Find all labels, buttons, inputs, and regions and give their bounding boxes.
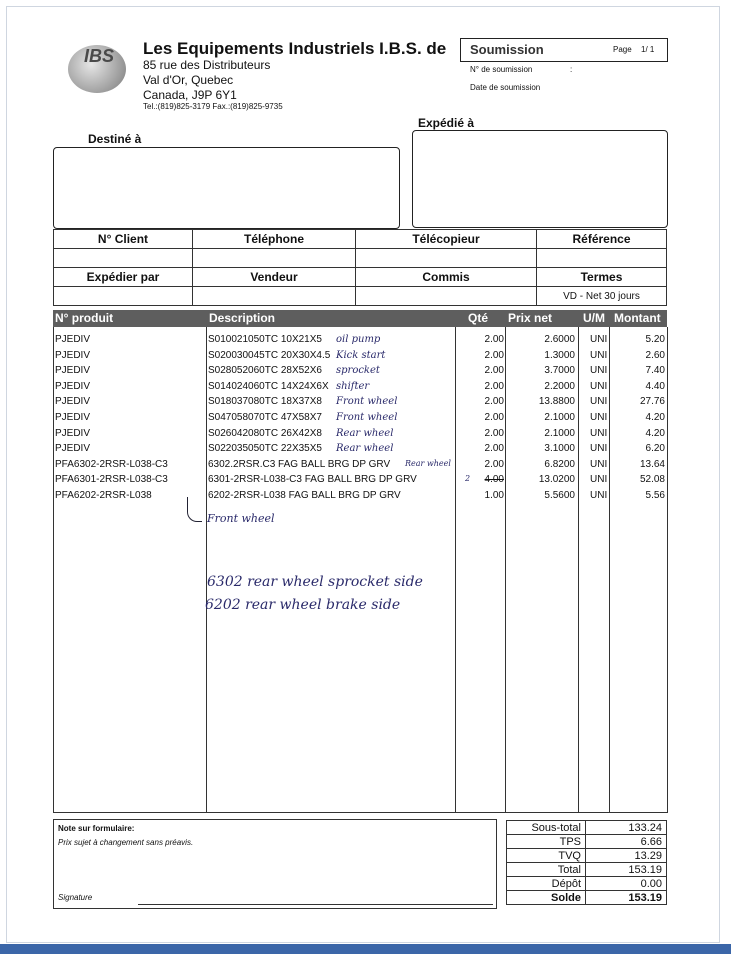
- header-ship-via: Expédier par: [54, 268, 193, 287]
- item-amount: 5.56: [645, 490, 665, 501]
- total-label: Dépôt: [507, 877, 586, 891]
- item-price: 2.2000: [544, 380, 575, 392]
- col-qty: Qté: [468, 311, 489, 325]
- item-um: UNI: [590, 365, 608, 377]
- bottom-bar: [0, 944, 731, 954]
- item-qty: 2.00: [484, 443, 504, 455]
- item-description: S010021050TC 10X21X5: [208, 334, 322, 345]
- item-amount: 5.20: [645, 334, 665, 345]
- handwritten-front-wheel: Front wheel: [207, 512, 275, 525]
- item-price: 3.7000: [544, 365, 575, 377]
- item-handwritten-note: Rear wheel: [336, 427, 394, 439]
- item-description: S047058070TC 47X58X7: [208, 412, 322, 423]
- item-handwritten-note: Rear wheel: [405, 458, 451, 468]
- page-value: 1/ 1: [641, 45, 655, 54]
- item-price: 5.5600: [544, 490, 575, 501]
- item-um: UNI: [590, 412, 608, 423]
- total-label: TPS: [507, 835, 586, 849]
- item-description: 6202-2RSR-L038 FAG BALL BRG DP GRV: [208, 490, 401, 501]
- quote-date-label: Date de soumission: [470, 83, 541, 92]
- quote-number-separator: :: [570, 65, 573, 74]
- item-price: 2.1000: [544, 427, 575, 439]
- item-product: PJEDIV: [55, 334, 91, 345]
- item-price: 13.8800: [538, 396, 575, 408]
- item-um: UNI: [590, 380, 608, 392]
- item-price: 3.1000: [544, 443, 575, 455]
- item-row: [53, 380, 667, 395]
- total-value: 153.19: [586, 891, 667, 905]
- totals-row: [507, 849, 667, 863]
- items-header: [53, 310, 667, 327]
- item-description: 6302.2RSR.C3 FAG BALL BRG DP GRV: [208, 458, 391, 470]
- company-address-2: Val d'Or, Quebec: [143, 73, 234, 87]
- company-address-1: 85 rue des Distributeurs: [143, 58, 271, 72]
- item-amount: 52.08: [639, 474, 665, 486]
- item-product: PFA6302-2RSR-L038-C3: [55, 458, 168, 470]
- total-value: 13.29: [586, 849, 667, 863]
- totals-row: [507, 863, 667, 877]
- expedie-box: [412, 130, 668, 228]
- header-reference: Référence: [537, 230, 667, 249]
- item-handwritten-note: Front wheel: [336, 396, 398, 408]
- header-salesperson: Vendeur: [193, 268, 356, 287]
- total-label: TVQ: [507, 849, 586, 863]
- item-handwritten-note: Front wheel: [336, 412, 398, 423]
- handwritten-note-2: 6202 rear wheel brake side: [205, 597, 401, 613]
- total-value: 6.66: [586, 835, 667, 849]
- item-um: UNI: [590, 458, 608, 470]
- company-contact: Tel.:(819)825-3179 Fax.:(819)825-9735: [143, 102, 283, 111]
- item-um: UNI: [590, 474, 608, 486]
- item-amount: 4.20: [645, 412, 665, 423]
- item-qty: 2.00: [484, 365, 504, 377]
- item-row: [53, 489, 667, 504]
- total-label: Total: [507, 863, 586, 877]
- page-label: Page: [613, 45, 632, 54]
- doc-title-box: [460, 38, 668, 62]
- item-row: [53, 349, 667, 364]
- item-handwritten-note: Kick start: [336, 349, 386, 361]
- item-handwritten-note: sprocket: [336, 365, 380, 377]
- totals-table: [506, 820, 667, 905]
- col-description: Description: [209, 311, 276, 325]
- col-product: N° produit: [55, 311, 114, 325]
- notes-box: [53, 819, 497, 909]
- totals-row: [507, 835, 667, 849]
- logo-text: IBS: [84, 46, 115, 66]
- item-product: PJEDIV: [55, 365, 91, 377]
- item-row: [53, 364, 667, 379]
- header-fax: Télécopieur: [356, 230, 537, 249]
- item-handwritten-note: shifter: [336, 380, 370, 392]
- item-handwritten-note: Rear wheel: [336, 443, 394, 455]
- item-row: [53, 333, 667, 348]
- item-amount: 2.60: [645, 349, 665, 361]
- item-price: 2.1000: [544, 412, 575, 423]
- item-product: PJEDIV: [55, 443, 91, 455]
- company-name: Les Equipements Industriels I.B.S. de: [143, 39, 447, 58]
- item-amount: 7.40: [645, 365, 665, 377]
- total-value: 0.00: [586, 877, 667, 891]
- item-description: S018037080TC 18X37X8: [208, 396, 322, 408]
- item-price: 1.3000: [544, 349, 575, 361]
- expedie-label: Expédié à: [418, 116, 475, 130]
- total-label: Solde: [507, 891, 586, 905]
- destine-label: Destiné à: [88, 132, 142, 146]
- item-description: S026042080TC 26X42X8: [208, 427, 322, 439]
- item-um: UNI: [590, 349, 608, 361]
- item-description: S020030045TC 20X30X4.5: [208, 349, 331, 361]
- col-price: Prix net: [508, 311, 553, 325]
- signature-label: Signature: [58, 893, 93, 902]
- item-row: [53, 442, 667, 457]
- item-product: PJEDIV: [55, 412, 91, 423]
- total-value: 153.19: [586, 863, 667, 877]
- item-product: PFA6301-2RSR-L038-C3: [55, 474, 168, 486]
- totals-row: [507, 821, 667, 835]
- totals-row: [507, 877, 667, 891]
- item-row: [53, 395, 667, 410]
- handwritten-bracket: [187, 497, 202, 522]
- item-qty: 1.00: [484, 490, 504, 501]
- doc-title: Soumission: [470, 42, 544, 57]
- item-amount: 13.64: [639, 458, 665, 470]
- item-price: 2.6000: [544, 334, 575, 345]
- item-handwritten-note: oil pump: [336, 334, 381, 345]
- item-row: [53, 458, 667, 473]
- item-description: S022035050TC 22X35X5: [208, 443, 322, 455]
- item-amount: 4.40: [645, 380, 665, 392]
- header-terms: Termes: [537, 268, 667, 287]
- notes-text: Prix sujet à changement sans préavis.: [58, 838, 194, 847]
- item-product: PJEDIV: [55, 349, 91, 361]
- item-product: PFA6202-2RSR-L038: [55, 490, 152, 501]
- item-price: 13.0200: [538, 474, 575, 486]
- item-description: S014024060TC 14X24X6X: [208, 380, 329, 392]
- totals-row: [507, 891, 667, 905]
- total-label: Sous-total: [507, 821, 586, 835]
- item-amount: 6.20: [645, 443, 665, 455]
- item-qty: 2.00: [484, 334, 504, 345]
- item-row: [53, 427, 667, 442]
- item-product: PJEDIV: [55, 396, 91, 408]
- item-um: UNI: [590, 396, 608, 408]
- item-description: S028052060TC 28X52X6: [208, 365, 322, 377]
- header-client-no: N° Client: [54, 230, 193, 249]
- item-um: UNI: [590, 427, 608, 439]
- col-amount: Montant: [614, 311, 661, 325]
- item-product: PJEDIV: [55, 427, 91, 439]
- item-qty: 2.00: [484, 396, 504, 408]
- terms-value: VD - Net 30 jours: [537, 287, 667, 306]
- handwritten-note-1: 6302 rear wheel sprocket side: [207, 574, 423, 590]
- item-price: 6.8200: [544, 458, 575, 470]
- notes-label: Note sur formulaire:: [58, 824, 135, 833]
- header-telephone: Téléphone: [193, 230, 356, 249]
- item-qty: 2.00: [484, 380, 504, 392]
- item-um: UNI: [590, 443, 608, 455]
- item-row: [53, 473, 667, 488]
- signature-line: [138, 904, 493, 905]
- item-um: UNI: [590, 490, 608, 501]
- item-um: UNI: [590, 334, 608, 345]
- client-info-table: [53, 229, 667, 306]
- item-product: PJEDIV: [55, 380, 91, 392]
- destine-box: [53, 147, 400, 229]
- header-clerk: Commis: [356, 268, 537, 287]
- item-qty: 2.00: [484, 349, 504, 361]
- item-amount: 27.76: [639, 396, 665, 408]
- item-qty: 2.00: [484, 427, 504, 439]
- item-qty: 2.00: [484, 412, 504, 423]
- item-row: [53, 411, 667, 426]
- item-amount: 4.20: [645, 427, 665, 439]
- item-qty: 2.00: [484, 458, 504, 470]
- item-description: 6301-2RSR-L038-C3 FAG BALL BRG DP GRV: [208, 474, 417, 486]
- item-qty: 4.00: [484, 474, 504, 486]
- company-address-3: Canada, J9P 6Y1: [143, 88, 237, 102]
- item-handwritten-note: 2: [465, 474, 471, 484]
- col-um: U/M: [583, 311, 605, 325]
- quote-number-label: N° de soumission: [470, 65, 533, 74]
- total-value: 133.24: [586, 821, 667, 835]
